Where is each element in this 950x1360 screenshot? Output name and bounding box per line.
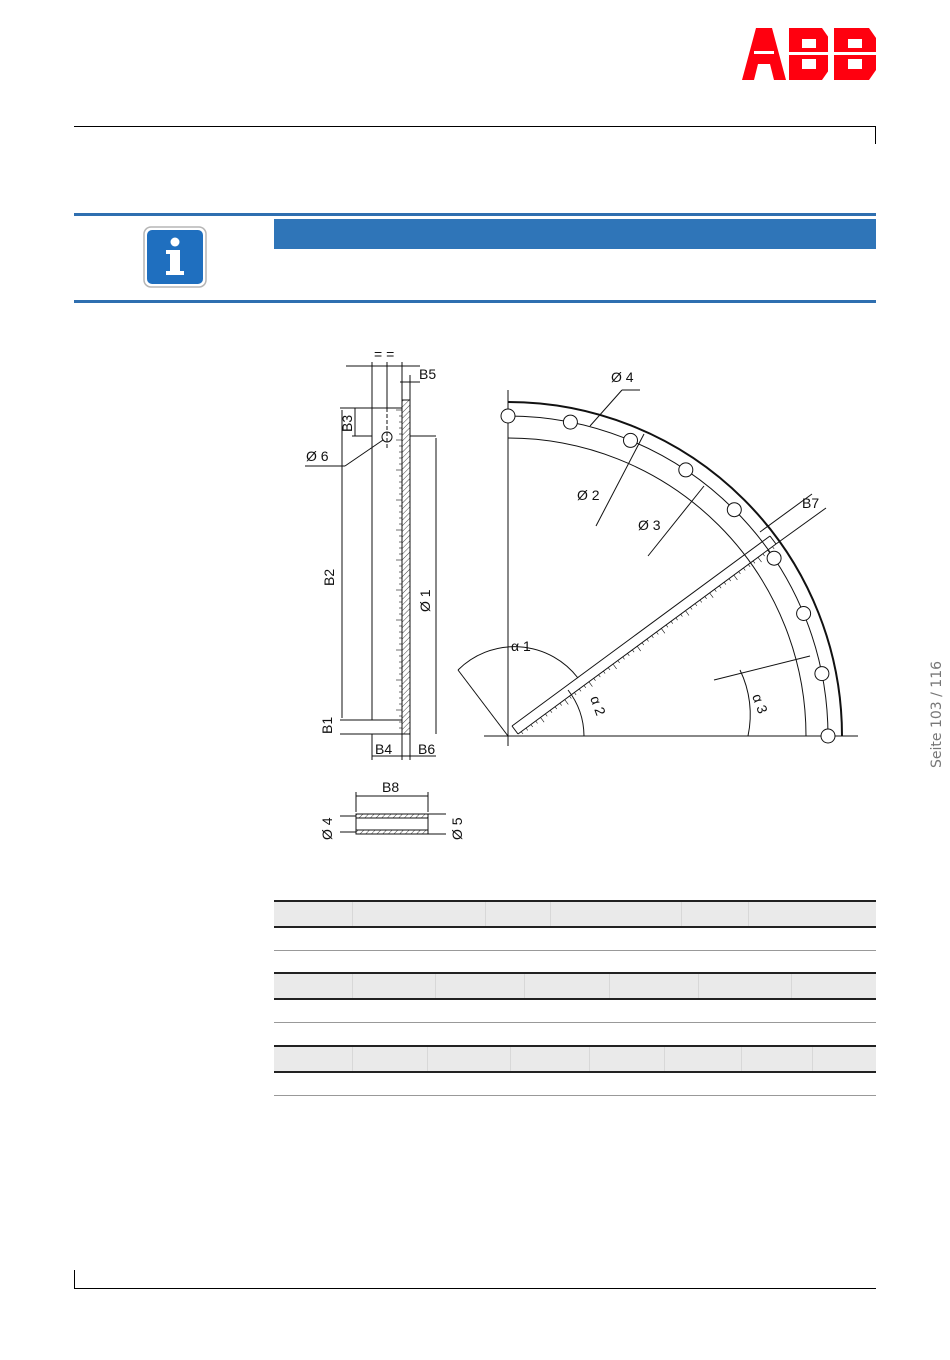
- scale-tick: [729, 579, 731, 582]
- footer-rule-tick: [74, 1270, 75, 1289]
- bolt-hole: [815, 667, 829, 681]
- scale-tick: [739, 572, 741, 574]
- scale-tick: [560, 703, 562, 705]
- scale-tick: [550, 710, 552, 712]
- scale-tick: [526, 728, 528, 730]
- scale-tick: [700, 600, 702, 602]
- label-a3: α 3: [749, 691, 771, 716]
- bolt-hole: [563, 415, 577, 429]
- page-number-label: Seite 103 / 116: [929, 660, 945, 768]
- label-d3: Ø 3: [638, 517, 661, 533]
- note-title-bar: [274, 219, 876, 249]
- scale-tick: [724, 582, 726, 584]
- scale-tick: [676, 618, 678, 620]
- scale-tick: [574, 693, 576, 695]
- bolt-hole: [767, 551, 781, 565]
- technical-drawing: [300, 340, 870, 870]
- scale-tick: [584, 685, 586, 687]
- label-d5: Ø 5: [449, 817, 465, 840]
- scale-tick: [541, 717, 545, 722]
- scale-tick: [599, 675, 601, 677]
- bolt-hole: [624, 433, 638, 447]
- scale-tick: [623, 657, 625, 659]
- logo-text: ABB: [742, 28, 745, 29]
- label-d2: Ø 2: [577, 487, 600, 503]
- scale-tick: [632, 650, 634, 652]
- scale-tick: [748, 564, 750, 566]
- table-header-row: [274, 900, 876, 928]
- bolt-hole: [679, 463, 693, 477]
- label-d1: Ø 1: [417, 589, 433, 612]
- table-header-row: [274, 972, 876, 1000]
- table-row: [274, 1073, 876, 1096]
- scale-tick: [657, 632, 659, 634]
- scale-tick: [652, 636, 654, 638]
- label-b4: B4: [375, 741, 393, 757]
- label-a1: α 1: [511, 638, 531, 654]
- scale-tick: [758, 557, 762, 562]
- scale-tick: [608, 668, 610, 670]
- note-border-top: [74, 213, 876, 216]
- scale-tick: [521, 732, 523, 734]
- scale-tick: [661, 628, 665, 633]
- header-rule: [74, 126, 876, 127]
- table-row: [274, 1000, 876, 1023]
- scale-tick: [628, 653, 630, 655]
- scale-tick: [579, 689, 581, 691]
- scale-tick: [613, 664, 617, 669]
- label-d4: Ø 4: [611, 369, 634, 385]
- label-b8: B8: [382, 779, 400, 795]
- scale-tick: [536, 721, 538, 723]
- label-b6: B6: [418, 741, 436, 757]
- bolt-hole: [821, 729, 835, 743]
- scale-tick: [594, 678, 596, 680]
- table-row: [274, 928, 876, 951]
- scale-tick: [531, 725, 533, 727]
- table-3: [274, 1045, 876, 1096]
- scale-tick: [570, 696, 572, 699]
- scale-tick: [565, 700, 569, 705]
- table-header-row: [274, 1045, 876, 1073]
- scale-tick: [690, 607, 692, 609]
- bolt-hole: [797, 607, 811, 621]
- label-b1: B1: [319, 716, 335, 734]
- label-b5: B5: [419, 366, 437, 382]
- scale-tick: [715, 589, 717, 591]
- scale-tick: [763, 554, 765, 556]
- note-border-bottom: [74, 300, 876, 303]
- label-b7: B7: [802, 495, 820, 511]
- scale-tick: [705, 596, 707, 598]
- scale-tick: [589, 682, 593, 687]
- scale-tick: [603, 671, 605, 674]
- table-2: [274, 972, 876, 1023]
- scale-tick: [772, 547, 774, 549]
- label-d4b: Ø 4: [319, 817, 335, 840]
- bolt-hole: [501, 409, 515, 423]
- scale-tick: [545, 714, 547, 717]
- scale-tick: [666, 625, 668, 627]
- label-a2: α 2: [587, 693, 609, 718]
- scale-tick: [681, 614, 683, 616]
- scale-tick: [695, 604, 697, 607]
- label-eq: = =: [374, 346, 395, 362]
- label-d6: Ø 6: [306, 448, 329, 464]
- footer-rule: [74, 1288, 876, 1289]
- bolt-hole: [727, 503, 741, 517]
- abb-logo: [742, 28, 876, 80]
- scale-tick: [686, 611, 690, 616]
- scale-tick: [642, 643, 644, 645]
- header-rule-tick: [875, 126, 876, 144]
- scale-tick: [710, 593, 714, 598]
- scale-tick: [671, 621, 673, 623]
- scale-tick: [618, 661, 620, 663]
- note-title: [274, 226, 284, 242]
- scale-tick: [637, 646, 641, 651]
- label-b2: B2: [321, 568, 337, 586]
- scale-tick: [647, 639, 649, 641]
- scale-tick: [734, 575, 738, 580]
- scale-tick: [719, 586, 721, 588]
- table-1: [274, 900, 876, 951]
- scale-tick: [744, 568, 746, 570]
- scale-tick: [555, 707, 557, 709]
- label-b3: B3: [339, 414, 355, 432]
- scale-tick: [753, 561, 755, 564]
- info-icon: [143, 226, 207, 288]
